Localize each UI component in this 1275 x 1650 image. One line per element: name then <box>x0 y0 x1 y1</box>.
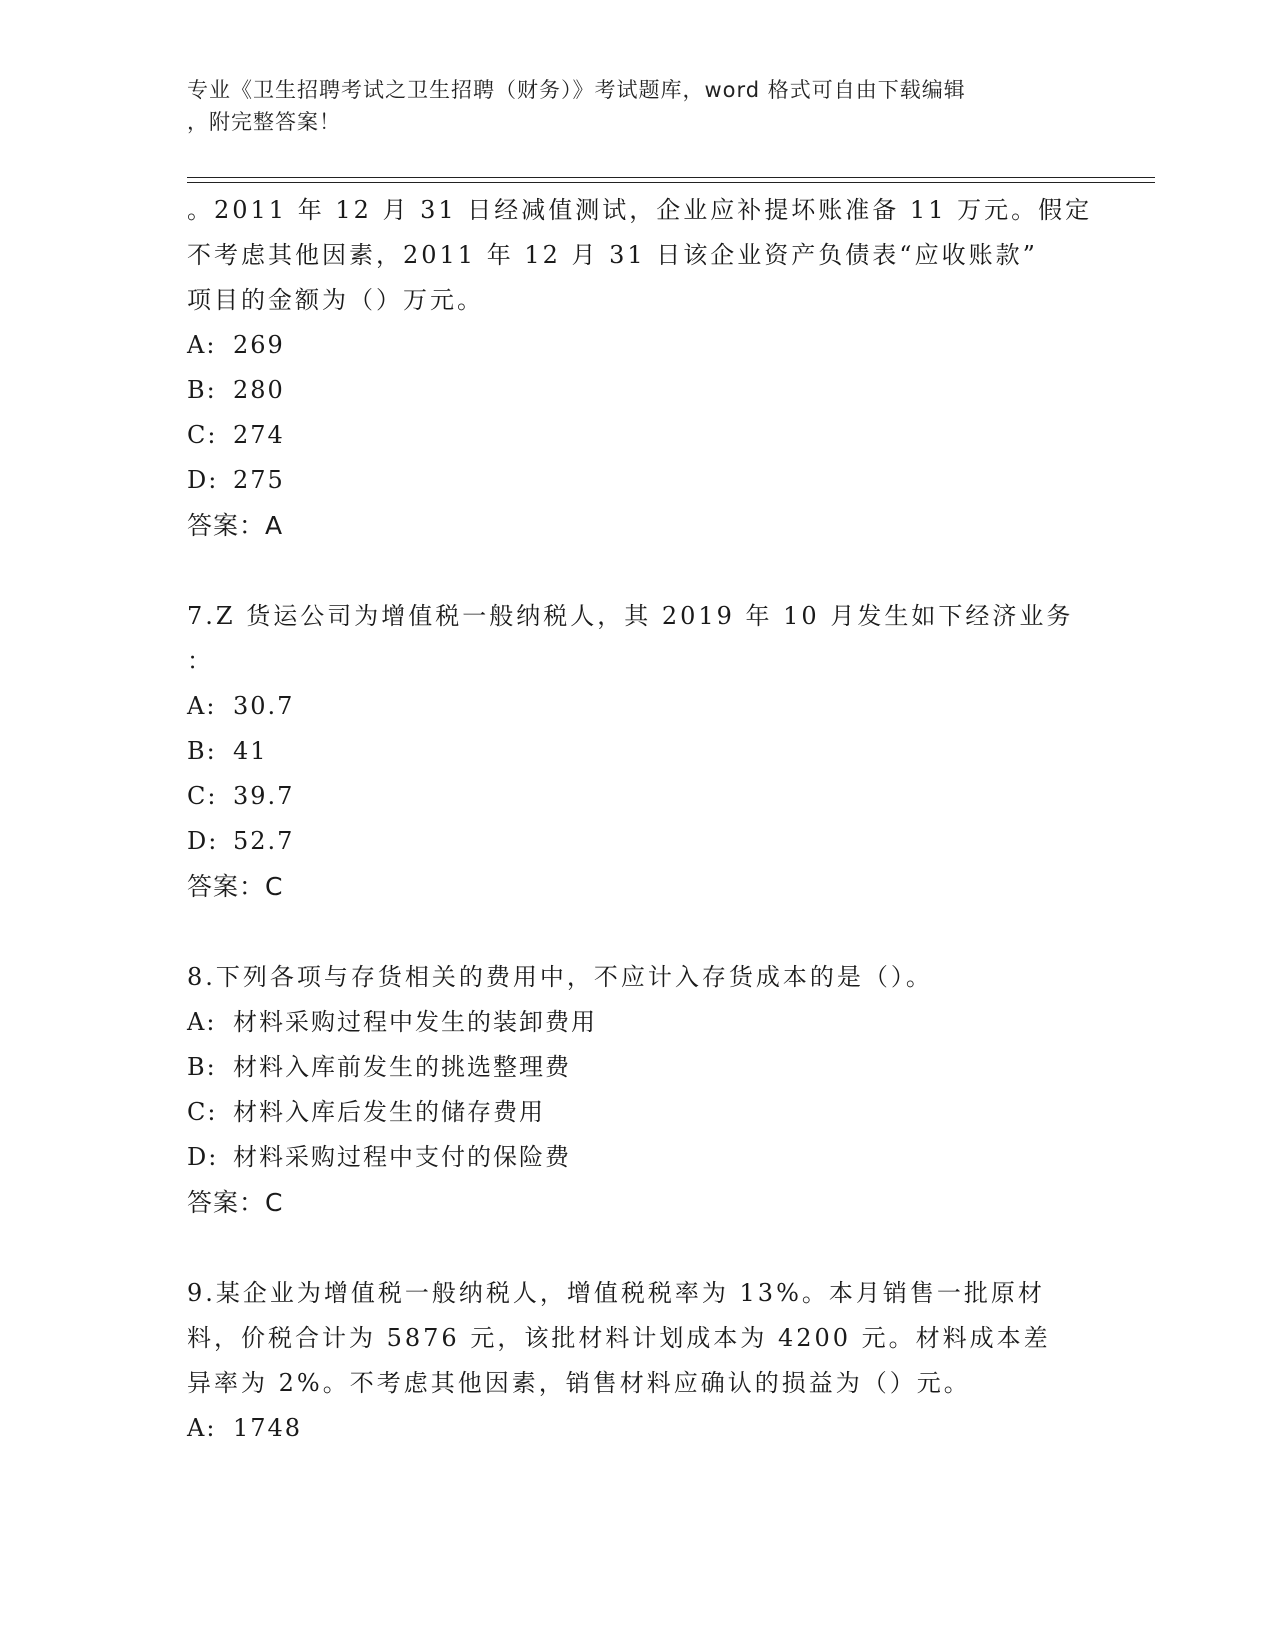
document-header <box>187 74 1087 138</box>
option-b <box>187 1045 1087 1090</box>
option-a <box>187 1406 1087 1451</box>
option-d <box>187 458 1087 503</box>
question-text-line: 8.下列各项与存货相关的费用中，不应计入存货成本的是（）。 <box>187 963 933 991</box>
option-c <box>187 413 1087 458</box>
option-b <box>187 368 1087 413</box>
option-key: C: <box>187 782 218 810</box>
question-text-line: 9.某企业为增值税一般纳税人，增值税税率为 13%。本月销售一批原材 <box>187 1279 1045 1307</box>
option-c <box>187 1090 1087 1135</box>
question-text-line: 。2011 年 12 月 31 日经减值测试，企业应补提坏账准备 11 万元。假定 <box>187 196 1093 224</box>
option-text: 30.7 <box>233 692 295 720</box>
answer: 答案：C <box>187 872 284 901</box>
option-key: A: <box>187 692 217 720</box>
question-6 <box>187 188 1093 549</box>
option-key: C: <box>187 421 218 449</box>
option-key: D: <box>187 1143 219 1171</box>
option-text: 52.7 <box>233 827 295 855</box>
question-text-line: 不考虑其他因素，2011 年 12 月 31 日该企业资产负债表“应收账款” <box>187 241 1038 269</box>
question-list <box>187 188 1093 1451</box>
question-8 <box>187 955 1087 1226</box>
option-d <box>187 819 1087 864</box>
header-line-1: 专业《卫生招聘考试之卫生招聘（财务）》考试题库，word 格式可自由下载编辑 <box>187 78 966 102</box>
option-text: 材料采购过程中支付的保险费 <box>233 1143 571 1171</box>
option-key: B: <box>187 1053 217 1081</box>
option-text: 材料入库后发生的储存费用 <box>233 1098 545 1126</box>
option-key: C: <box>187 1098 218 1126</box>
option-text: 274 <box>233 421 285 449</box>
option-key: D: <box>187 827 219 855</box>
option-b <box>187 729 1087 774</box>
option-text: 280 <box>233 376 285 404</box>
option-c <box>187 774 1087 819</box>
option-text: 269 <box>233 331 285 359</box>
option-a <box>187 323 1087 368</box>
option-key: B: <box>187 737 217 765</box>
answer: 答案：C <box>187 1188 284 1217</box>
header-line-2: ，附完整答案！ <box>187 110 341 134</box>
question-text-line: 7.Z 货运公司为增值税一般纳税人，其 2019 年 10 月发生如下经济业务 <box>187 602 1074 630</box>
question-text-line: 料，价税合计为 5876 元，该批材料计划成本为 4200 元。材料成本差 <box>187 1324 1051 1352</box>
option-key: A: <box>187 331 217 359</box>
spacer <box>187 549 1087 594</box>
option-d <box>187 1135 1087 1180</box>
option-key: B: <box>187 376 217 404</box>
option-a <box>187 684 1087 729</box>
question-9 <box>187 1271 1087 1451</box>
header-divider-top <box>187 177 1155 178</box>
spacer <box>187 1226 1087 1271</box>
option-text: 39.7 <box>233 782 295 810</box>
question-text-line: 项目的金额为（）万元。 <box>187 286 484 314</box>
question-text-line: 异率为 2%。不考虑其他因素，销售材料应确认的损益为（）元。 <box>187 1369 971 1397</box>
answer: 答案：A <box>187 511 284 540</box>
option-key: A: <box>187 1414 217 1442</box>
option-text: 275 <box>233 466 285 494</box>
option-key: A: <box>187 1008 217 1036</box>
option-text: 材料采购过程中发生的装卸费用 <box>233 1008 597 1036</box>
option-text: 材料入库前发生的挑选整理费 <box>233 1053 571 1081</box>
header-divider-bottom <box>187 182 1155 183</box>
option-a <box>187 1000 1087 1045</box>
spacer <box>187 910 1087 955</box>
question-text-line: ： <box>187 647 214 675</box>
option-key: D: <box>187 466 219 494</box>
question-7 <box>187 594 1087 910</box>
option-text: 41 <box>233 737 268 765</box>
option-text: 1748 <box>233 1414 303 1442</box>
